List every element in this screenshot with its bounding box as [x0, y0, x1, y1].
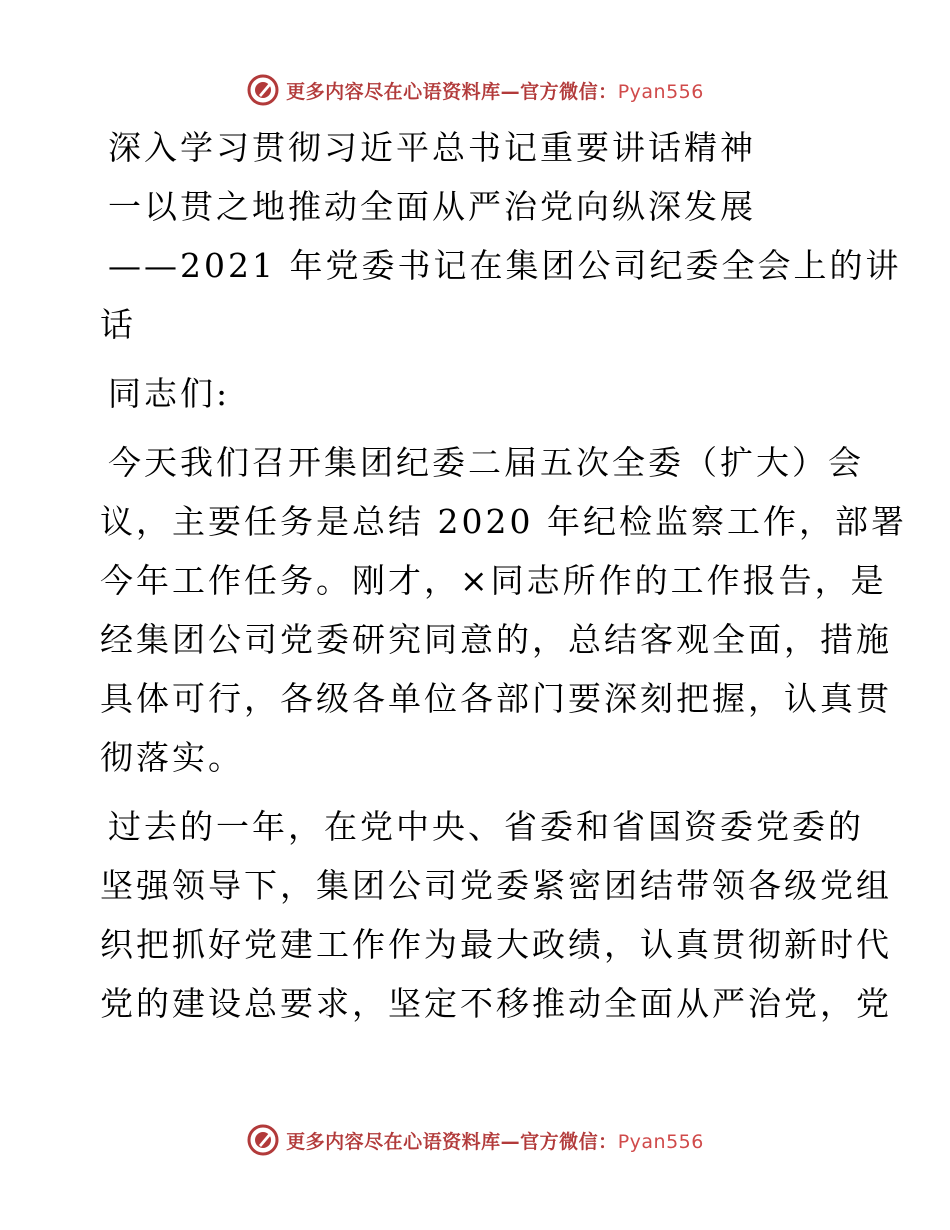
salutation: 同志们: — [108, 374, 231, 413]
paragraph-line: 党的建设总要求，坚定不移推动全面从严治党，党 — [100, 984, 892, 1023]
paragraph-line: 经集团公司党委研究同意的，总结客观全面，措施 — [100, 620, 892, 659]
paragraph-line: 织把抓好党建工作作为最大政绩，认真贯彻新时代 — [100, 925, 892, 964]
paragraph-1 — [100, 433, 907, 787]
subtitle-line-2: 话 — [100, 305, 136, 344]
paragraph-line: 今年工作任务。刚才，×同志所作的工作报告，是 — [100, 561, 887, 600]
watermark-brand: 更多内容尽在心语资料库 — [286, 1130, 501, 1153]
title-line-1: 深入学习贯彻习近平总书记重要讲话精神 — [108, 128, 756, 167]
subtitle-line-1: ——2021 年党委书记在集团公司纪委全会上的讲 — [108, 246, 902, 285]
pen-logo-icon — [246, 1123, 280, 1157]
paragraph-line: 具体可行，各级各单位各部门要深刻把握，认真贯 — [100, 679, 892, 718]
watermark-id: Pyan556 — [617, 80, 704, 103]
header-watermark — [0, 70, 950, 110]
watermark-id: Pyan556 — [617, 1130, 704, 1153]
paragraph-line: 议，主要任务是总结 2020 年纪检监察工作，部署 — [100, 502, 907, 541]
watermark-label: 官方微信： — [520, 80, 618, 103]
paragraph-2 — [100, 797, 892, 1033]
watermark-brand: 更多内容尽在心语资料库 — [286, 80, 501, 103]
document-body — [100, 118, 907, 1033]
watermark-separator: — — [500, 1130, 521, 1153]
paragraph-line: 坚强领导下，集团公司党委紧密团结带领各级党组 — [100, 866, 892, 905]
title-line-2: 一以贯之地推动全面从严治党向纵深发展 — [108, 187, 756, 226]
paragraph-line: 今天我们召开集团纪委二届五次全委（扩大）会 — [108, 443, 864, 482]
paragraph-line: 彻落实。 — [100, 738, 244, 777]
watermark-separator: — — [500, 80, 521, 103]
watermark-label: 官方微信： — [520, 1130, 618, 1153]
paragraph-line: 过去的一年，在党中央、省委和省国资委党委的 — [108, 807, 864, 846]
pen-logo-icon — [246, 73, 280, 107]
footer-watermark — [0, 1120, 950, 1160]
